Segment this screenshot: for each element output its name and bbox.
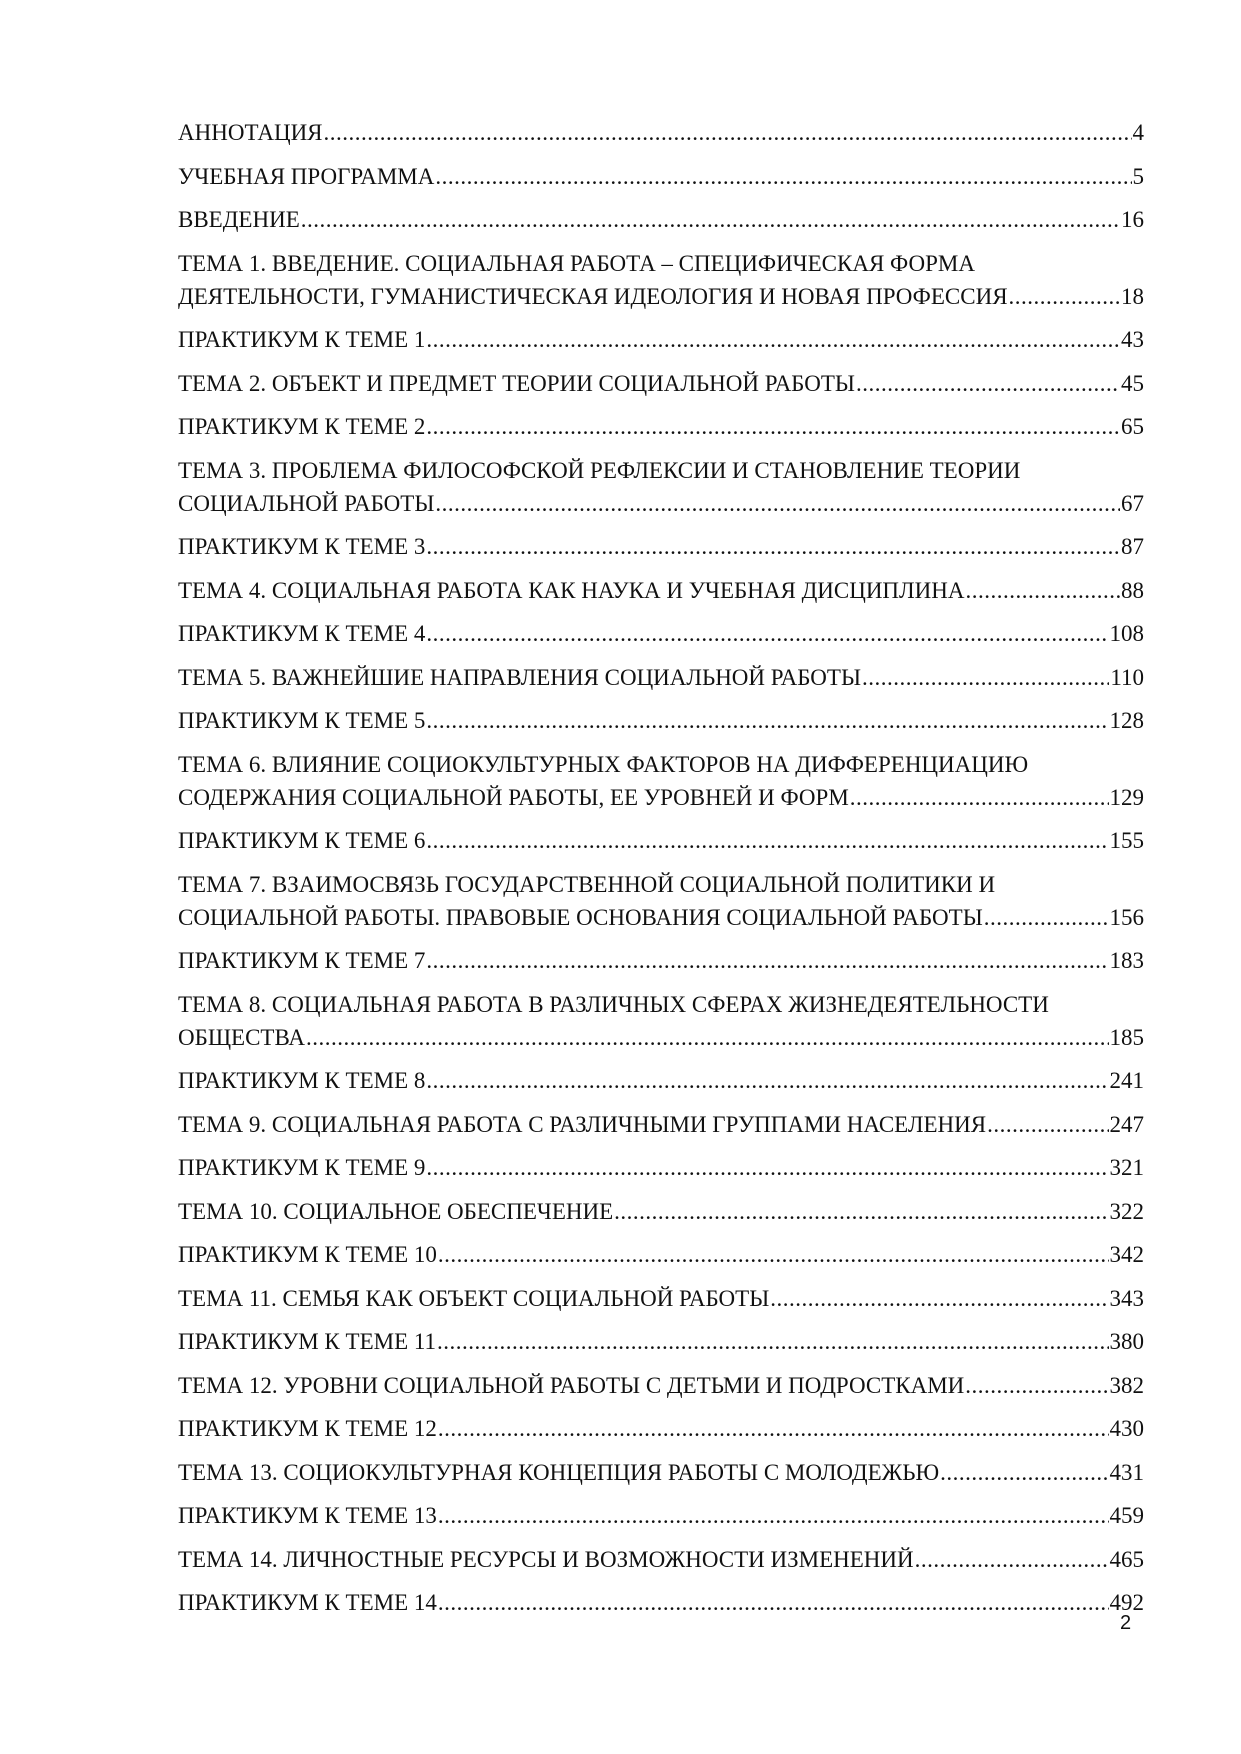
dot-leader bbox=[437, 1325, 1108, 1358]
toc-entry-title: ТЕМА 5. ВАЖНЕЙШИЕ НАПРАВЛЕНИЯ СОЦИАЛЬНОЙ РАБОТЫ bbox=[178, 664, 862, 690]
toc-page-number: 321 bbox=[1109, 1155, 1144, 1180]
toc-page-number: 343 bbox=[1109, 1285, 1144, 1311]
toc-page-number: 430 bbox=[1109, 1416, 1144, 1441]
toc-page-number: 380 bbox=[1109, 1329, 1144, 1354]
toc-entry-line bbox=[178, 1108, 1144, 1141]
dot-leader bbox=[987, 1108, 1108, 1141]
dot-leader bbox=[324, 116, 1132, 149]
toc-entry[interactable] bbox=[178, 160, 1144, 193]
toc-entry-title: ПРАКТИКУМ К ТЕМЕ 13 bbox=[178, 1503, 437, 1528]
toc-entry[interactable] bbox=[178, 1108, 1144, 1141]
toc-page-number: 43 bbox=[1121, 327, 1144, 352]
toc-entry-title: ТЕМА 9. СОЦИАЛЬНАЯ РАБОТА С РАЗЛИЧНЫМИ ГРУППАМИ НАСЕЛЕНИЯ bbox=[178, 1111, 987, 1137]
toc-entry-title: СОДЕРЖАНИЯ СОЦИАЛЬНОЙ РАБОТЫ, ЕЕ УРОВНЕЙ И ФОРМ bbox=[178, 784, 849, 810]
toc-page-number: 87 bbox=[1121, 534, 1144, 559]
toc-entry[interactable] bbox=[178, 1456, 1144, 1489]
toc-entry-title: ПРАКТИКУМ К ТЕМЕ 9 bbox=[178, 1155, 426, 1180]
toc-entry[interactable] bbox=[178, 1238, 1144, 1271]
toc-entry-title: ОБЩЕСТВА bbox=[178, 1024, 305, 1050]
toc-entry-title: ПРАКТИКУМ К ТЕМЕ 14 bbox=[178, 1590, 437, 1615]
toc-entry[interactable] bbox=[178, 1499, 1144, 1532]
toc-entry[interactable] bbox=[178, 1195, 1144, 1228]
toc-entry-line bbox=[178, 1064, 1144, 1097]
toc-entry[interactable] bbox=[178, 367, 1144, 400]
toc-entry-line bbox=[178, 704, 1144, 737]
toc-page-number: 459 bbox=[1109, 1503, 1144, 1528]
toc-entry-title: ПРАКТИКУМ К ТЕМЕ 1 bbox=[178, 327, 426, 352]
toc-entry-line bbox=[178, 1499, 1144, 1532]
page-number: 2 bbox=[1120, 1612, 1132, 1634]
toc-entry-line bbox=[178, 280, 1144, 313]
dot-leader bbox=[426, 617, 1108, 650]
toc-entry-title: АННОТАЦИЯ bbox=[178, 120, 323, 145]
toc-entry[interactable] bbox=[178, 454, 1144, 520]
toc-entry-line bbox=[178, 617, 1144, 650]
dot-leader bbox=[438, 1412, 1109, 1445]
toc-entry[interactable] bbox=[178, 1325, 1144, 1358]
toc-page-number: 45 bbox=[1121, 370, 1144, 396]
toc-entry-line bbox=[178, 868, 1144, 901]
toc-entry-line bbox=[178, 1195, 1144, 1228]
toc-entry-line bbox=[178, 160, 1144, 193]
dot-leader bbox=[965, 574, 1120, 607]
toc-page-number: 129 bbox=[1109, 784, 1144, 810]
dot-leader bbox=[426, 323, 1120, 356]
dot-leader bbox=[301, 203, 1120, 236]
toc-entry-title: ТЕМА 4. СОЦИАЛЬНАЯ РАБОТА КАК НАУКА И УЧЕБНАЯ ДИСЦИПЛИНА bbox=[178, 577, 965, 603]
toc-entry-title: ТЕМА 8. СОЦИАЛЬНАЯ РАБОТА В РАЗЛИЧНЫХ СФЕРАХ ЖИЗНЕДЕЯТЕЛЬНОСТИ bbox=[178, 991, 1049, 1017]
toc-entry-title: СОЦИАЛЬНОЙ РАБОТЫ. ПРАВОВЫЕ ОСНОВАНИЯ СОЦИАЛЬНОЙ РАБОТЫ bbox=[178, 904, 983, 930]
toc-entry-title: ПРАКТИКУМ К ТЕМЕ 2 bbox=[178, 414, 426, 439]
toc-page-number: 342 bbox=[1109, 1242, 1144, 1267]
table-of-contents bbox=[178, 116, 1144, 1630]
toc-entry-title: ПРАКТИКУМ К ТЕМЕ 7 bbox=[178, 948, 426, 973]
dot-leader bbox=[426, 1151, 1108, 1184]
toc-entry-line bbox=[178, 410, 1144, 443]
toc-entry-line bbox=[178, 748, 1144, 781]
toc-page-number: 4 bbox=[1132, 120, 1144, 145]
toc-entry-line bbox=[178, 1586, 1144, 1619]
toc-page-number: 431 bbox=[1109, 1459, 1144, 1485]
toc-entry-title: ВВЕДЕНИЕ bbox=[178, 207, 300, 232]
toc-page-number: 67 bbox=[1121, 490, 1144, 516]
dot-leader bbox=[426, 704, 1108, 737]
dot-leader bbox=[426, 824, 1108, 857]
toc-page-number: 155 bbox=[1109, 828, 1144, 853]
toc-entry-title: СОЦИАЛЬНОЙ РАБОТЫ bbox=[178, 490, 435, 516]
toc-entry[interactable] bbox=[178, 988, 1144, 1054]
toc-entry-line bbox=[178, 1369, 1144, 1402]
toc-page-number: 5 bbox=[1132, 163, 1144, 189]
toc-entry-line bbox=[178, 781, 1144, 814]
toc-entry[interactable] bbox=[178, 1282, 1144, 1315]
dot-leader bbox=[915, 1543, 1109, 1576]
dot-leader bbox=[426, 1064, 1108, 1097]
toc-entry-line bbox=[178, 574, 1144, 607]
toc-page-number: 88 bbox=[1121, 577, 1144, 603]
toc-entry-title: УЧЕБНАЯ ПРОГРАММА bbox=[178, 163, 435, 189]
dot-leader bbox=[435, 160, 1131, 193]
toc-page-number: 382 bbox=[1109, 1372, 1144, 1398]
dot-leader bbox=[965, 1369, 1108, 1402]
toc-entry-title: ПРАКТИКУМ К ТЕМЕ 10 bbox=[178, 1242, 437, 1267]
toc-entry[interactable] bbox=[178, 1586, 1144, 1619]
dot-leader bbox=[426, 944, 1108, 977]
toc-entry[interactable] bbox=[178, 617, 1144, 650]
toc-page-number: 65 bbox=[1121, 414, 1144, 439]
dot-leader bbox=[426, 410, 1120, 443]
toc-entry-line bbox=[178, 454, 1144, 487]
toc-entry-line bbox=[178, 1456, 1144, 1489]
toc-entry-title: ПРАКТИКУМ К ТЕМЕ 11 bbox=[178, 1329, 437, 1354]
toc-page-number: 18 bbox=[1121, 283, 1144, 309]
toc-entry[interactable] bbox=[178, 1369, 1144, 1402]
toc-entry-line bbox=[178, 1325, 1144, 1358]
toc-page-number: 110 bbox=[1110, 664, 1144, 690]
dot-leader bbox=[940, 1456, 1108, 1489]
dot-leader bbox=[862, 661, 1109, 694]
toc-page-number: 241 bbox=[1109, 1068, 1144, 1093]
toc-entry-title: ПРАКТИКУМ К ТЕМЕ 4 bbox=[178, 621, 426, 646]
toc-entry[interactable] bbox=[178, 574, 1144, 607]
toc-entry-line bbox=[178, 1021, 1144, 1054]
toc-page-number: 185 bbox=[1109, 1024, 1144, 1050]
toc-entry-line bbox=[178, 367, 1144, 400]
toc-entry-title: ТЕМА 1. ВВЕДЕНИЕ. СОЦИАЛЬНАЯ РАБОТА – СПЕЦИФИЧЕСКАЯ ФОРМА bbox=[178, 250, 975, 276]
toc-entry[interactable] bbox=[178, 748, 1144, 814]
toc-entry-line bbox=[178, 323, 1144, 356]
toc-entry-title: ТЕМА 2. ОБЪЕКТ И ПРЕДМЕТ ТЕОРИИ СОЦИАЛЬНОЙ РАБОТЫ bbox=[178, 370, 855, 396]
toc-entry[interactable] bbox=[178, 1412, 1144, 1445]
toc-entry[interactable] bbox=[178, 1151, 1144, 1184]
toc-entry-line bbox=[178, 247, 1144, 280]
toc-entry[interactable] bbox=[178, 1064, 1144, 1097]
toc-page-number: 183 bbox=[1109, 948, 1144, 973]
dot-leader bbox=[438, 1238, 1109, 1271]
dot-leader bbox=[614, 1195, 1108, 1228]
toc-page-number: 156 bbox=[1109, 904, 1144, 930]
dot-leader bbox=[426, 530, 1120, 563]
toc-entry-title: ПРАКТИКУМ К ТЕМЕ 12 bbox=[178, 1416, 437, 1441]
toc-entry-line bbox=[178, 116, 1144, 149]
toc-entry-title: ТЕМА 13. СОЦИОКУЛЬТУРНАЯ КОНЦЕПЦИЯ РАБОТЫ С МОЛОДЕЖЬЮ bbox=[178, 1459, 940, 1485]
toc-page-number: 108 bbox=[1109, 621, 1144, 646]
dot-leader bbox=[306, 1021, 1109, 1054]
toc-page-number: 492 bbox=[1109, 1590, 1144, 1615]
toc-entry-line bbox=[178, 901, 1144, 934]
dot-leader bbox=[850, 781, 1109, 814]
toc-entry-line bbox=[178, 203, 1144, 236]
toc-entry-line bbox=[178, 530, 1144, 563]
toc-entry-title: ТЕМА 7. ВЗАИМОСВЯЗЬ ГОСУДАРСТВЕННОЙ СОЦИАЛЬНОЙ ПОЛИТИКИ И bbox=[178, 871, 996, 897]
dot-leader bbox=[984, 901, 1109, 934]
toc-page-number: 322 bbox=[1109, 1198, 1144, 1224]
toc-page-number: 465 bbox=[1109, 1546, 1144, 1572]
dot-leader bbox=[435, 487, 1120, 520]
toc-entry-line bbox=[178, 944, 1144, 977]
toc-entry-line bbox=[178, 824, 1144, 857]
toc-entry-title: ПРАКТИКУМ К ТЕМЕ 5 bbox=[178, 708, 426, 733]
toc-entry-title: ТЕМА 12. УРОВНИ СОЦИАЛЬНОЙ РАБОТЫ С ДЕТЬМИ И ПОДРОСТКАМИ bbox=[178, 1372, 965, 1398]
toc-entry-title: ДЕЯТЕЛЬНОСТИ, ГУМАНИСТИЧЕСКАЯ ИДЕОЛОГИЯ И НОВАЯ ПРОФЕССИЯ bbox=[178, 283, 1008, 309]
toc-entry[interactable] bbox=[178, 868, 1144, 934]
toc-entry[interactable] bbox=[178, 323, 1144, 356]
toc-entry-line bbox=[178, 1543, 1144, 1576]
toc-entry-title: ТЕМА 14. ЛИЧНОСТНЫЕ РЕСУРСЫ И ВОЗМОЖНОСТИ ИЗМЕНЕНИЙ bbox=[178, 1546, 914, 1572]
toc-entry-line bbox=[178, 487, 1144, 520]
toc-entry[interactable] bbox=[178, 247, 1144, 313]
toc-entry-title: ТЕМА 11. СЕМЬЯ КАК ОБЪЕКТ СОЦИАЛЬНОЙ РАБОТЫ bbox=[178, 1285, 770, 1311]
toc-entry-title: ПРАКТИКУМ К ТЕМЕ 8 bbox=[178, 1068, 426, 1093]
toc-entry-line bbox=[178, 1151, 1144, 1184]
toc-entry[interactable] bbox=[178, 944, 1144, 977]
toc-entry[interactable] bbox=[178, 661, 1144, 694]
toc-entry[interactable] bbox=[178, 530, 1144, 563]
toc-entry[interactable] bbox=[178, 410, 1144, 443]
toc-page-number: 128 bbox=[1109, 708, 1144, 733]
dot-leader bbox=[438, 1499, 1109, 1532]
toc-entry-line bbox=[178, 988, 1144, 1021]
toc-entry-title: ТЕМА 3. ПРОБЛЕМА ФИЛОСОФСКОЙ РЕФЛЕКСИИ И СТАНОВЛЕНИЕ ТЕОРИИ bbox=[178, 457, 1021, 483]
toc-entry[interactable] bbox=[178, 704, 1144, 737]
toc-entry-title: ТЕМА 10. СОЦИАЛЬНОЕ ОБЕСПЕЧЕНИЕ bbox=[178, 1198, 614, 1224]
toc-entry-line bbox=[178, 1412, 1144, 1445]
toc-entry-title: ТЕМА 6. ВЛИЯНИЕ СОЦИОКУЛЬТУРНЫХ ФАКТОРОВ НА ДИФФЕРЕНЦИАЦИЮ bbox=[178, 751, 1029, 777]
dot-leader bbox=[770, 1282, 1108, 1315]
toc-entry[interactable] bbox=[178, 203, 1144, 236]
toc-page-number: 247 bbox=[1109, 1111, 1144, 1137]
toc-entry-line bbox=[178, 661, 1144, 694]
toc-entry-title: ПРАКТИКУМ К ТЕМЕ 6 bbox=[178, 828, 426, 853]
toc-entry-line bbox=[178, 1282, 1144, 1315]
toc-entry-title: ПРАКТИКУМ К ТЕМЕ 3 bbox=[178, 534, 426, 559]
toc-entry-line bbox=[178, 1238, 1144, 1271]
dot-leader bbox=[438, 1586, 1109, 1619]
toc-entry[interactable] bbox=[178, 116, 1144, 149]
toc-entry[interactable] bbox=[178, 1543, 1144, 1576]
dot-leader bbox=[856, 367, 1120, 400]
toc-page-number: 16 bbox=[1121, 207, 1144, 232]
toc-entry[interactable] bbox=[178, 824, 1144, 857]
dot-leader bbox=[1009, 280, 1120, 313]
